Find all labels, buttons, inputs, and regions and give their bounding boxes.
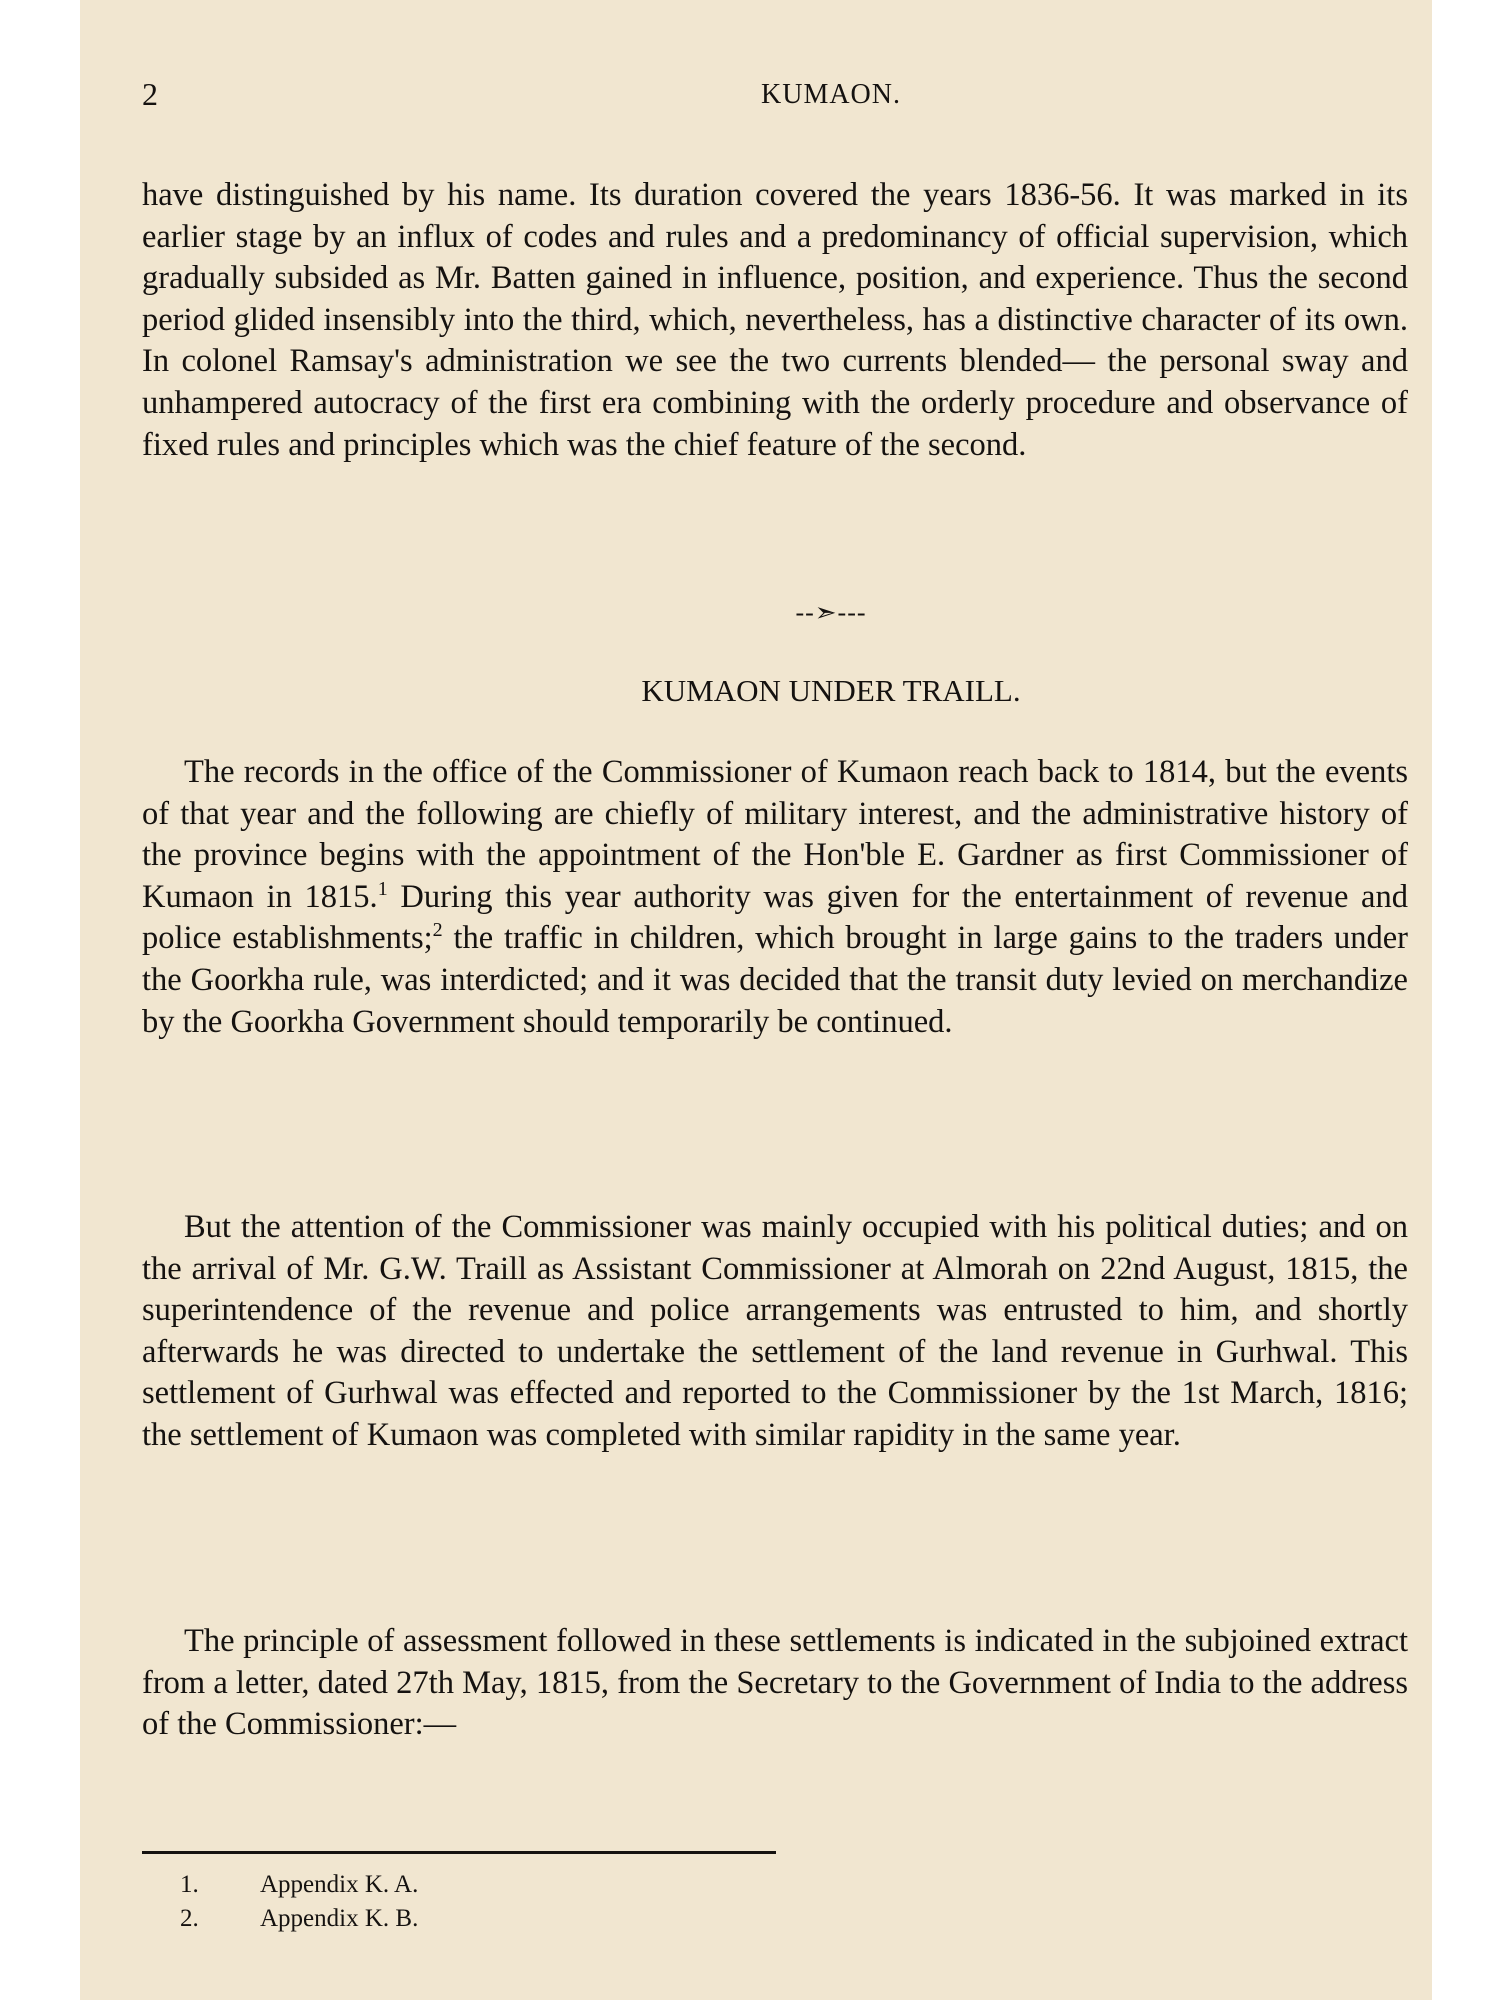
footnote-ref-2[interactable]: 2 (432, 919, 443, 942)
paragraph-principle: The principle of assessment followed in these settlements is indicated in the subjoined extract from a letter, dated 27th May, 1815, from the Secretary to the Government of India to the address of the Commissioner:— (142, 1623, 1408, 1743)
paragraph-records-part-3: the traffic in children, which brought in large gains to the traders under the Goorkha rule, was interdicted; and it was decided that the transit duty levied on merchandize by the Goorkha Government should temporarily be continued. (142, 920, 1408, 1040)
section-heading: KUMAON UNDER TRAILL. (641, 673, 1021, 708)
paragraph-attention: But the attention of the Commissioner was mainly occupied with his political duties; and on the arrival of Mr. G.W. Traill as Assistant Commissioner at Almorah on 22nd August, 1815, the superintendence of the revenue and police arrangements was entrusted to him, and shortly afterwards he was directed to undertake the settlement of the land revenue in Gurhwal. This settlement of Gurhwal was effected and reported to the Commissioner by the 1st March, 1816; the settlement of Kumaon was completed with similar rapidity in the same year. (142, 1209, 1408, 1453)
footnote-number: 1. (180, 1871, 199, 1898)
paragraph-records-part-1: The records in the office of the Commissioner of Kumaon reach back to 1814, but the events of that year and the following are chiefly of military interest, and the administrative history of the province begins with the appointment of the Hon'ble E. Gardner as first Commissioner of Kumaon in 1815. (142, 754, 1408, 915)
paragraph-records-part-2: During this year authority was given for the entertainment of revenue and police establishments; (142, 878, 1408, 957)
footnote-item (180, 1902, 418, 1936)
footnote-text: Appendix K. A. (260, 1871, 419, 1898)
book-page (80, 0, 1432, 2000)
footnote-text: Appendix K. B. (260, 1905, 419, 1932)
section-ornament: --➣--- (795, 598, 867, 627)
paragraph-intro: have distinguished by his name. Its duration covered the years 1836-56. It was marked in its earlier stage by an influx of codes and rules and a predominancy of official supervision, which gradually subsided as Mr. Batten gained in influence, position, and experience. Thus the second period glided insensibly into the third, which, nevertheless, has a distinctive character of its own. In colonel Ramsay's administration we see the two currents blended— the personal sway and unhampered autocracy of the first era combining with the orderly procedure and observance of fixed rules and principles which was the chief feature of the second. (142, 177, 1408, 463)
footnotes-list (180, 1868, 418, 1936)
page-number: 2 (142, 76, 158, 112)
running-title: KUMAON. (761, 79, 901, 110)
footnote-item (180, 1868, 418, 1902)
paragraph-records (142, 752, 1408, 1043)
footnote-divider (142, 1851, 776, 1854)
footnote-number: 2. (180, 1905, 199, 1932)
footnote-ref-1[interactable]: 1 (377, 877, 388, 900)
